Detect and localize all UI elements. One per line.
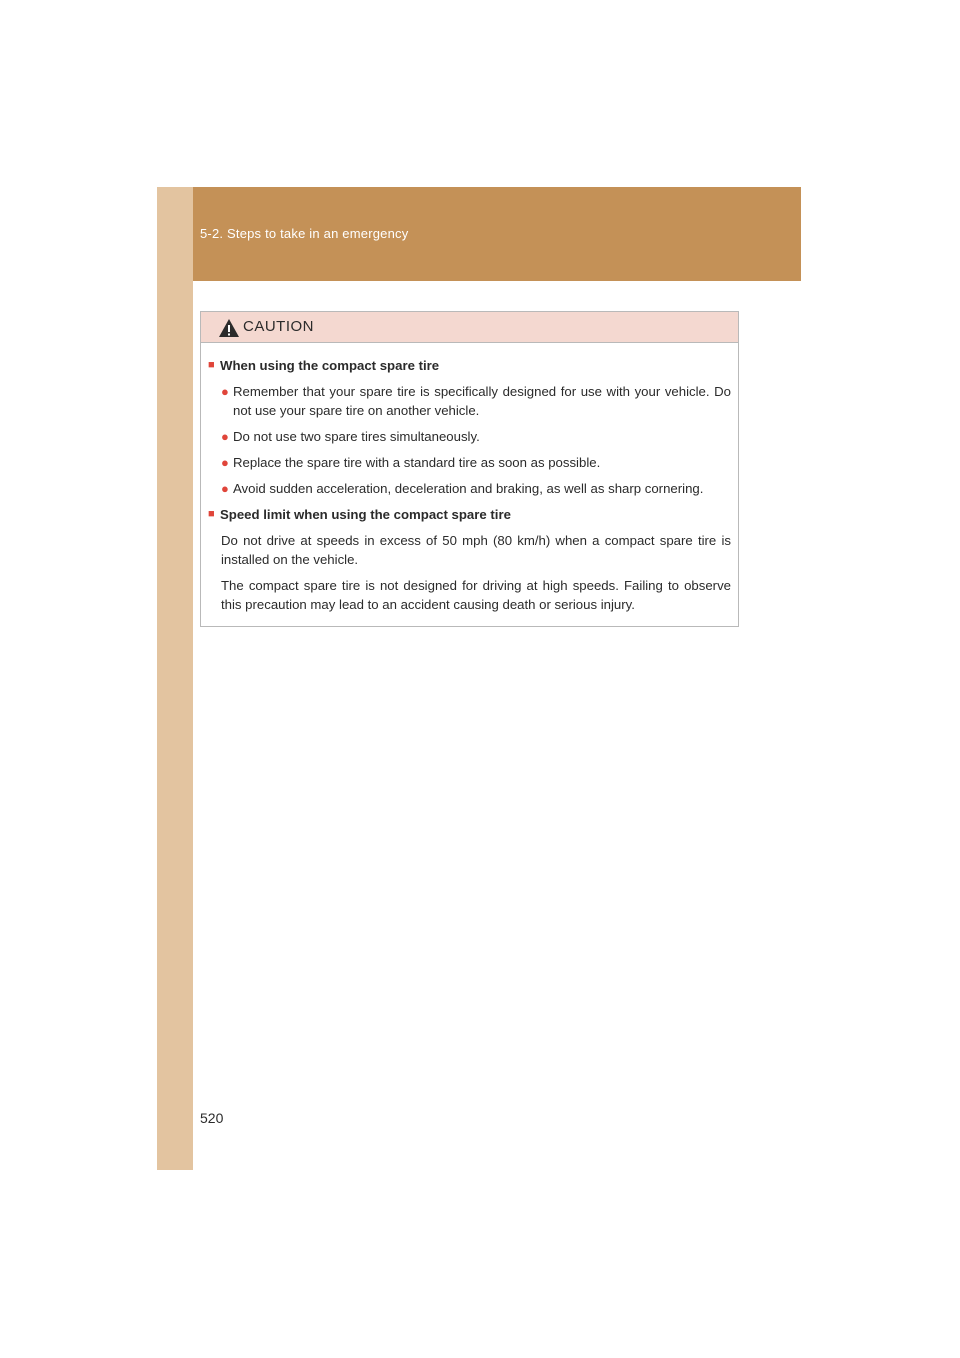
paragraph: Do not drive at speeds in excess of 50 mph (80 km/h) when a compact spare tire is installed on the vehicle. bbox=[221, 533, 731, 567]
warning-triangle-icon bbox=[218, 318, 240, 338]
square-bullet-icon: ■ bbox=[208, 359, 215, 371]
list-item bbox=[221, 479, 731, 498]
circle-bullet-icon: ● bbox=[221, 429, 229, 444]
section-heading bbox=[208, 356, 731, 375]
circle-bullet-icon: ● bbox=[221, 481, 229, 496]
section-heading bbox=[208, 505, 731, 524]
left-margin-strip bbox=[157, 187, 193, 1170]
caution-box bbox=[200, 311, 739, 627]
section-title: 5-2. Steps to take in an emergency bbox=[200, 226, 409, 241]
list-item bbox=[221, 382, 731, 420]
paragraph: The compact spare tire is not designed for driving at high speeds. Failing to observe this precaution may lead to an accident causing death or serious injury. bbox=[221, 578, 731, 612]
caution-label: CAUTION bbox=[243, 318, 314, 335]
heading-text: When using the compact spare tire bbox=[220, 358, 440, 373]
heading-text: Speed limit when using the compact spare tire bbox=[220, 507, 511, 522]
circle-bullet-icon: ● bbox=[221, 455, 229, 470]
list-item-text: Replace the spare tire with a standard tire as soon as possible. bbox=[233, 455, 601, 470]
list-item-text: Remember that your spare tire is specifically designed for use with your vehicle. Do not use your spare tire on another vehicle. bbox=[233, 384, 731, 418]
circle-bullet-icon: ● bbox=[221, 384, 229, 399]
caution-header bbox=[201, 312, 738, 343]
list-item bbox=[221, 427, 731, 446]
list-item-text: Do not use two spare tires simultaneously. bbox=[233, 429, 480, 444]
caution-body bbox=[201, 343, 738, 614]
page-number: 520 bbox=[200, 1110, 224, 1126]
square-bullet-icon: ■ bbox=[208, 508, 215, 520]
list-item bbox=[221, 453, 731, 472]
list-item-text: Avoid sudden acceleration, deceleration and braking, as well as sharp cornering. bbox=[233, 481, 704, 496]
